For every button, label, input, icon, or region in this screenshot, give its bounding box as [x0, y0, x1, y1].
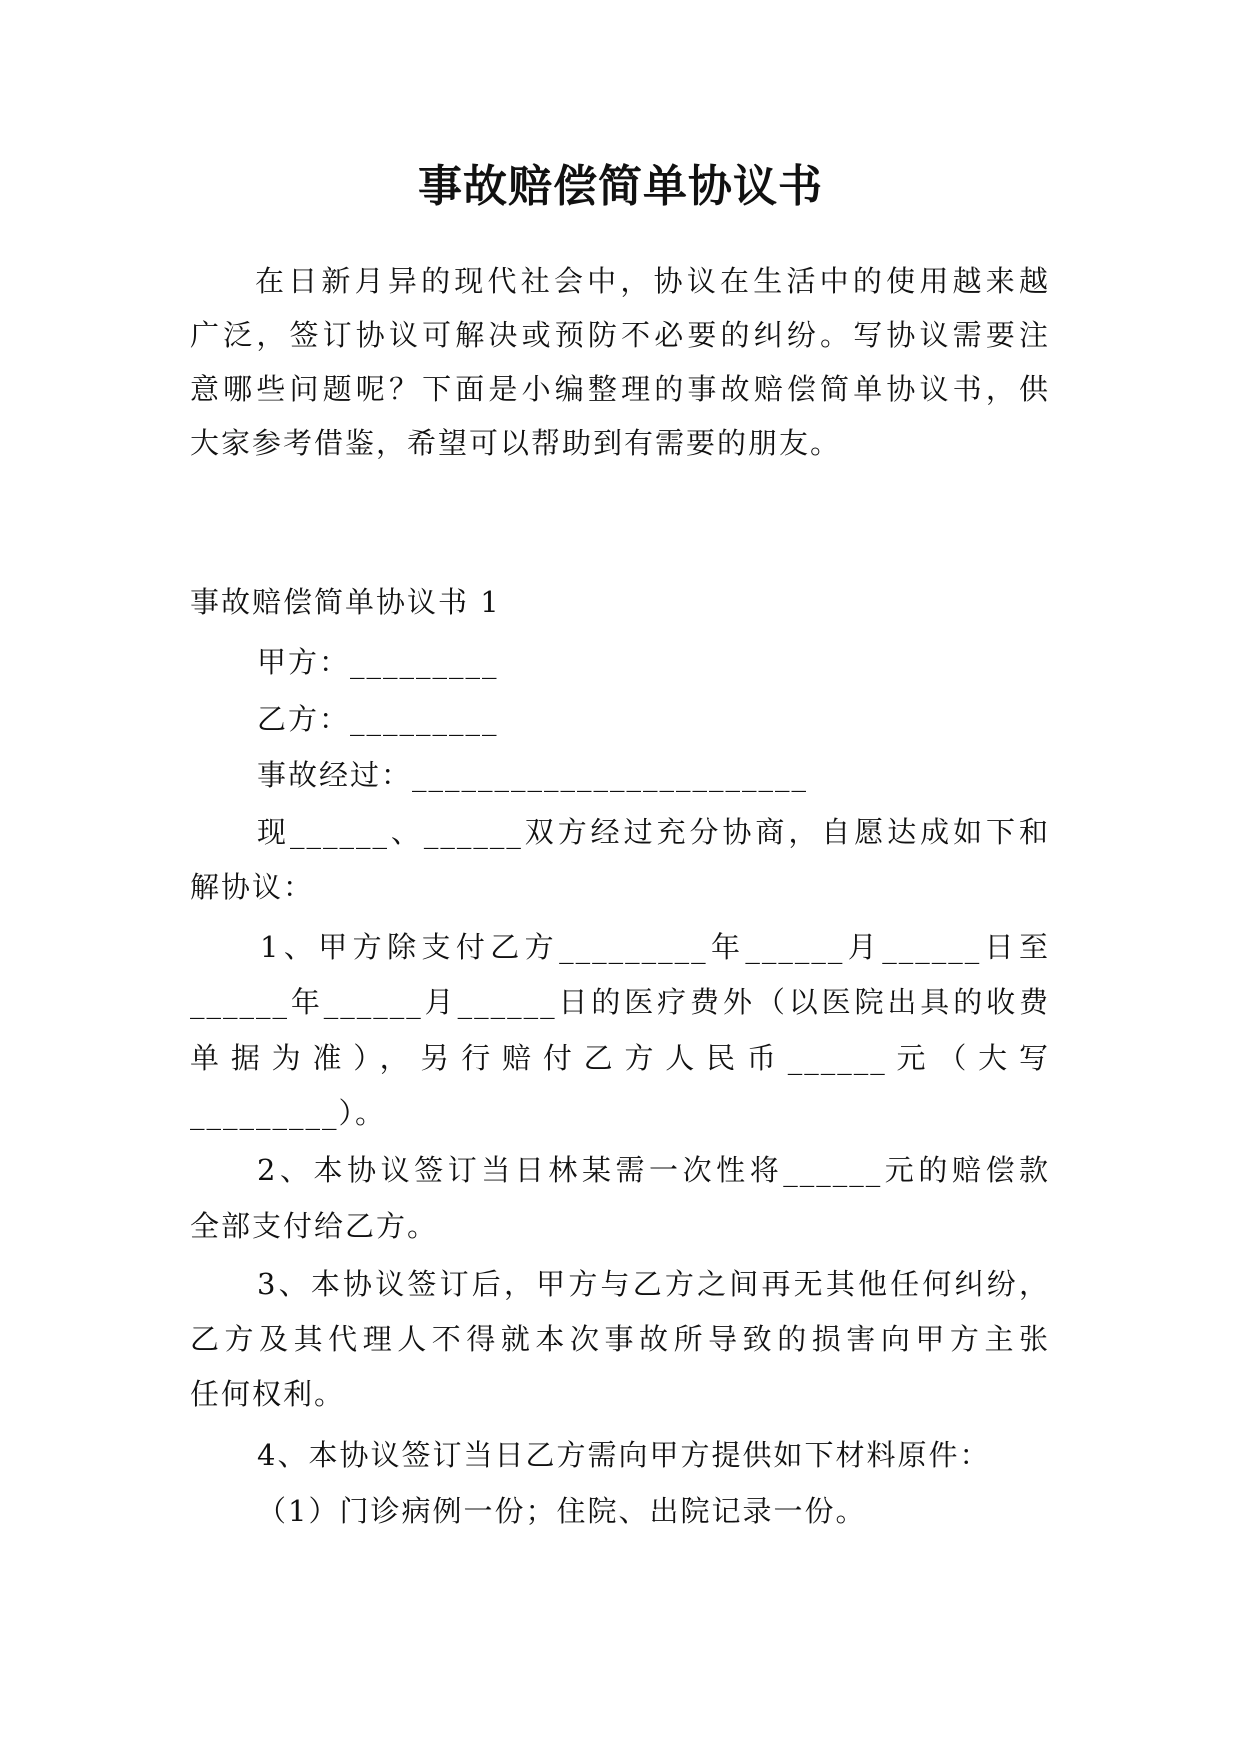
clause-1-line: 单据为准），另行赔付乙方人民币______元（大写: [190, 1041, 1050, 1075]
accident-process-field: 事故经过：________________________: [257, 758, 809, 792]
clause-3-line: 3、本协议签订后，甲方与乙方之间再无其他任何纠纷，: [257, 1267, 1050, 1301]
document-title: 事故赔偿简单协议书: [418, 161, 823, 212]
clause-1-line: _________）。: [190, 1096, 387, 1130]
clause-4-item: （1）门诊病例一份；住院、出院记录一份。: [257, 1494, 867, 1528]
intro-line: 意哪些问题呢？下面是小编整理的事故赔偿简单协议书，供: [190, 372, 1050, 406]
party-b-field: 乙方：_________: [257, 702, 499, 736]
party-a-field: 甲方：_________: [257, 645, 499, 679]
clause-3-line: 任何权利。: [190, 1377, 346, 1411]
intro-line: 大家参考借鉴，希望可以帮助到有需要的朋友。: [190, 426, 842, 460]
intro-line: 在日新月异的现代社会中，协议在生活中的使用越来越: [255, 264, 1050, 298]
agreement-line: 解协议：: [190, 870, 315, 904]
intro-line: 广泛，签订协议可解决或预防不必要的纠纷。写协议需要注: [190, 318, 1050, 352]
clause-2-line: 2、本协议签订当日林某需一次性将______元的赔偿款: [257, 1153, 1050, 1187]
clause-4-line: 4、本协议签订当日乙方需向甲方提供如下材料原件：: [257, 1438, 991, 1472]
agreement-line: 现______、______双方经过充分协商，自愿达成如下和: [257, 815, 1050, 849]
clause-1-line: 1、甲方除支付乙方_________年______月______日至: [260, 930, 1050, 964]
clause-2-line: 全部支付给乙方。: [190, 1209, 439, 1243]
clause-3-line: 乙方及其代理人不得就本次事故所导致的损害向甲方主张: [190, 1322, 1050, 1356]
clause-1-line: ______年______月______日的医疗费外（以医院出具的收费: [190, 985, 1050, 1019]
section-heading: 事故赔偿简单协议书 1: [190, 585, 501, 619]
